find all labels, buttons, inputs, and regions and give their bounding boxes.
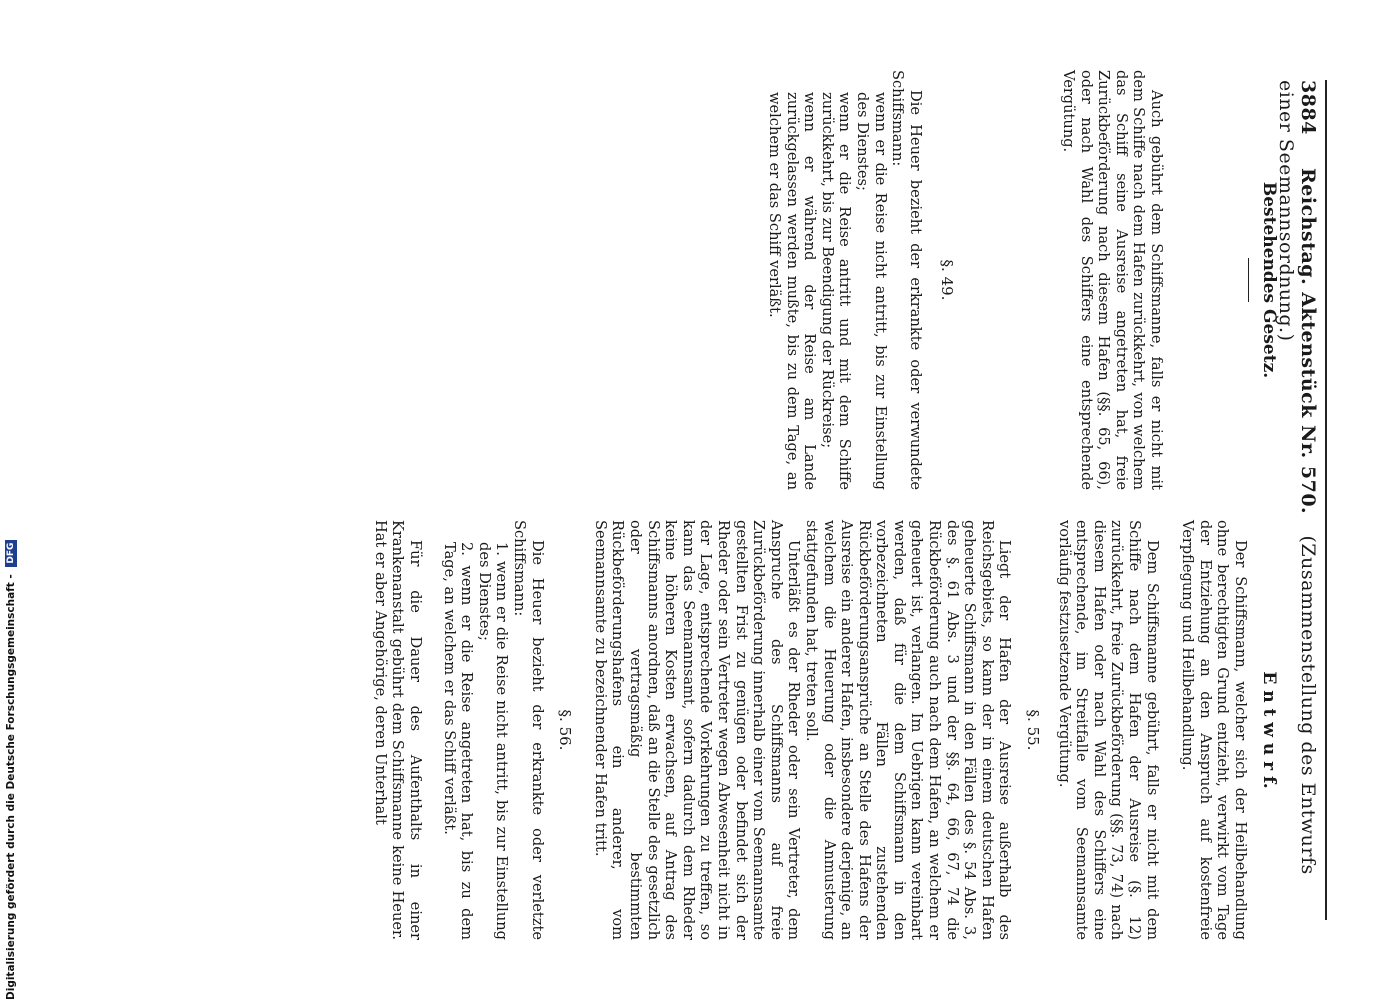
- section-56-heading: §. 56.: [556, 709, 575, 751]
- right-para-2: Dem Schiffsmanne gebührt, falls er nicht mit dem Schiffe nach dem Hafen der Ausreise (§. 12) zurückkehrt, freie Zurückbeförderung (§§. 73, 74) nach diesem Hafen oder nach Wahl des Schiffers eine entsprechende, im Streitfalle vom Seemannsamte vorläufig festzusetzende Vergütung.: [1055, 520, 1161, 940]
- section-55-para-2: Unterläßt es der Rheder oder sein Vertreter, dem Anspruche des Schiffsmanns auf freie Zurückbeförderung innerhalb einer vom Seemannsamte gestellten Frist zu genügen oder befindet sich der Rheder oder sein Vertreter wegen Abwesenheit nicht in der Lage, entsprechende Vorkehrungen zu treffen, so kann das Seemannsamt, sofern dadurch dem Rheder keine höheren Kosten erwachsen, auf Antrag des Schiffsmanns anordnen, daß an die Stelle des gesetzlich oder vertragsmäßig bestimmten Rückbeförderungshafens ein anderer, vom Seemannsamte zu bezeichnender Hafen tritt.: [591, 520, 803, 940]
- header-title: Reichstag. Aktenstück Nr. 570.: [1297, 168, 1319, 515]
- right-column-heading: [1259, 520, 1279, 940]
- header-rule: [1325, 80, 1327, 920]
- left-para-1: Auch gebührt dem Schiffsmanne, falls er nicht mit dem Schiffe nach dem Hafen zurückkehrt, von welchem das Schiff seine Ausreise angetreten hat, freie Zurückbeförderung nach diesem Hafen (§§. 65, 66), oder nach Wahl des Schiffers eine entsprechende Vergütung.: [1060, 70, 1165, 490]
- page-number: 3884: [1297, 80, 1319, 135]
- digitization-credit-text: [0, 542, 22, 1000]
- section-49-item-3: wenn er während der Reise am Lande zurückgelassen werden mußte, bis zu dem Tage, an welchem er das Schiff verläßt.: [766, 92, 819, 490]
- section-49-item-2: wenn er die Reise antritt und mit dem Schiffe zurückkehrt, bis zur Beendigung der Rückreise;: [818, 92, 854, 490]
- section-56-item-2: 2. wenn er die Reise angetreten hat, bis zu dem Tage, an welchem er das Schiff verläßt.: [440, 542, 476, 940]
- right-para-1: Der Schiffsmann, welcher sich der Heilbehandlung ohne berechtigten Grund entzieht, verwirkt vom Tage der Entziehung an den Anspruch auf kostenfreie Verpflegung und Heilbehandlung.: [1179, 520, 1249, 940]
- section-49-item-1: wenn er die Reise nicht antritt, bis zur Einstellung des Dienstes;: [854, 92, 889, 490]
- section-56-para-2: Für die Dauer des Aufenthalts in einer Krankenanstalt gebührt dem Schiffsmanne keine Heuer. Hat er aber Angehörige, deren Unterhalt: [371, 520, 425, 940]
- credit-text: Digitalisierung gefördert durch die Deutsche Forschungsgemeinschaft -: [5, 574, 17, 1000]
- heading-divider: [1248, 258, 1249, 302]
- header-subtitle: (Zusammenstellung des Entwurfs einer Seemannsordnung.): [1275, 80, 1319, 875]
- dfg-logo: DFG: [5, 540, 17, 567]
- section-56-item-1: 1. wenn er die Reise nicht antritt, bis zur Einstellung des Dienstes;: [475, 542, 511, 940]
- section-49-intro: Die Heuer bezieht der erkrankte oder verwundete Schiffsmann:: [889, 70, 924, 490]
- section-55-heading: §. 55.: [1024, 709, 1043, 751]
- right-column: [371, 520, 1249, 940]
- section-49-heading: §. 49.: [938, 259, 957, 301]
- page-header: [1275, 80, 1319, 920]
- section-56-intro: Die Heuer bezieht der erkrankte oder verletzte Schiffsmann:: [511, 520, 546, 940]
- section-55-para-1: Liegt der Hafen der Ausreise außerhalb des Reichsgebiets, so kann der in einem deutschen Hafen geheuerte Schiffsmann in den Fällen des §. 54 Abs. 3, des §. 61 Abs. 3 und der §§. 64, 66, 67, 74 die Rückbeförderung auch nach dem Hafen, an welchem er geheuert ist, verlangen. Im Uebrigen kann vereinbart werden, daß für die dem Schiffsmann in den vorbezeichneten Fällen zustehenden Rückbeförderungsansprüche an Stelle des Hafens der Ausreise ein anderer Hafen, insbesondere derjenige, an welchem die Heuerung oder die Anmusterung stattgefunden hat, treten soll.: [802, 520, 1014, 940]
- left-column-heading: [1248, 70, 1279, 490]
- right-heading-text: E n t w u r f.: [1259, 671, 1279, 789]
- left-heading-text: Bestehendes Gesetz.: [1259, 181, 1279, 379]
- left-column: [766, 70, 1166, 490]
- digitization-credit: [0, 542, 22, 1000]
